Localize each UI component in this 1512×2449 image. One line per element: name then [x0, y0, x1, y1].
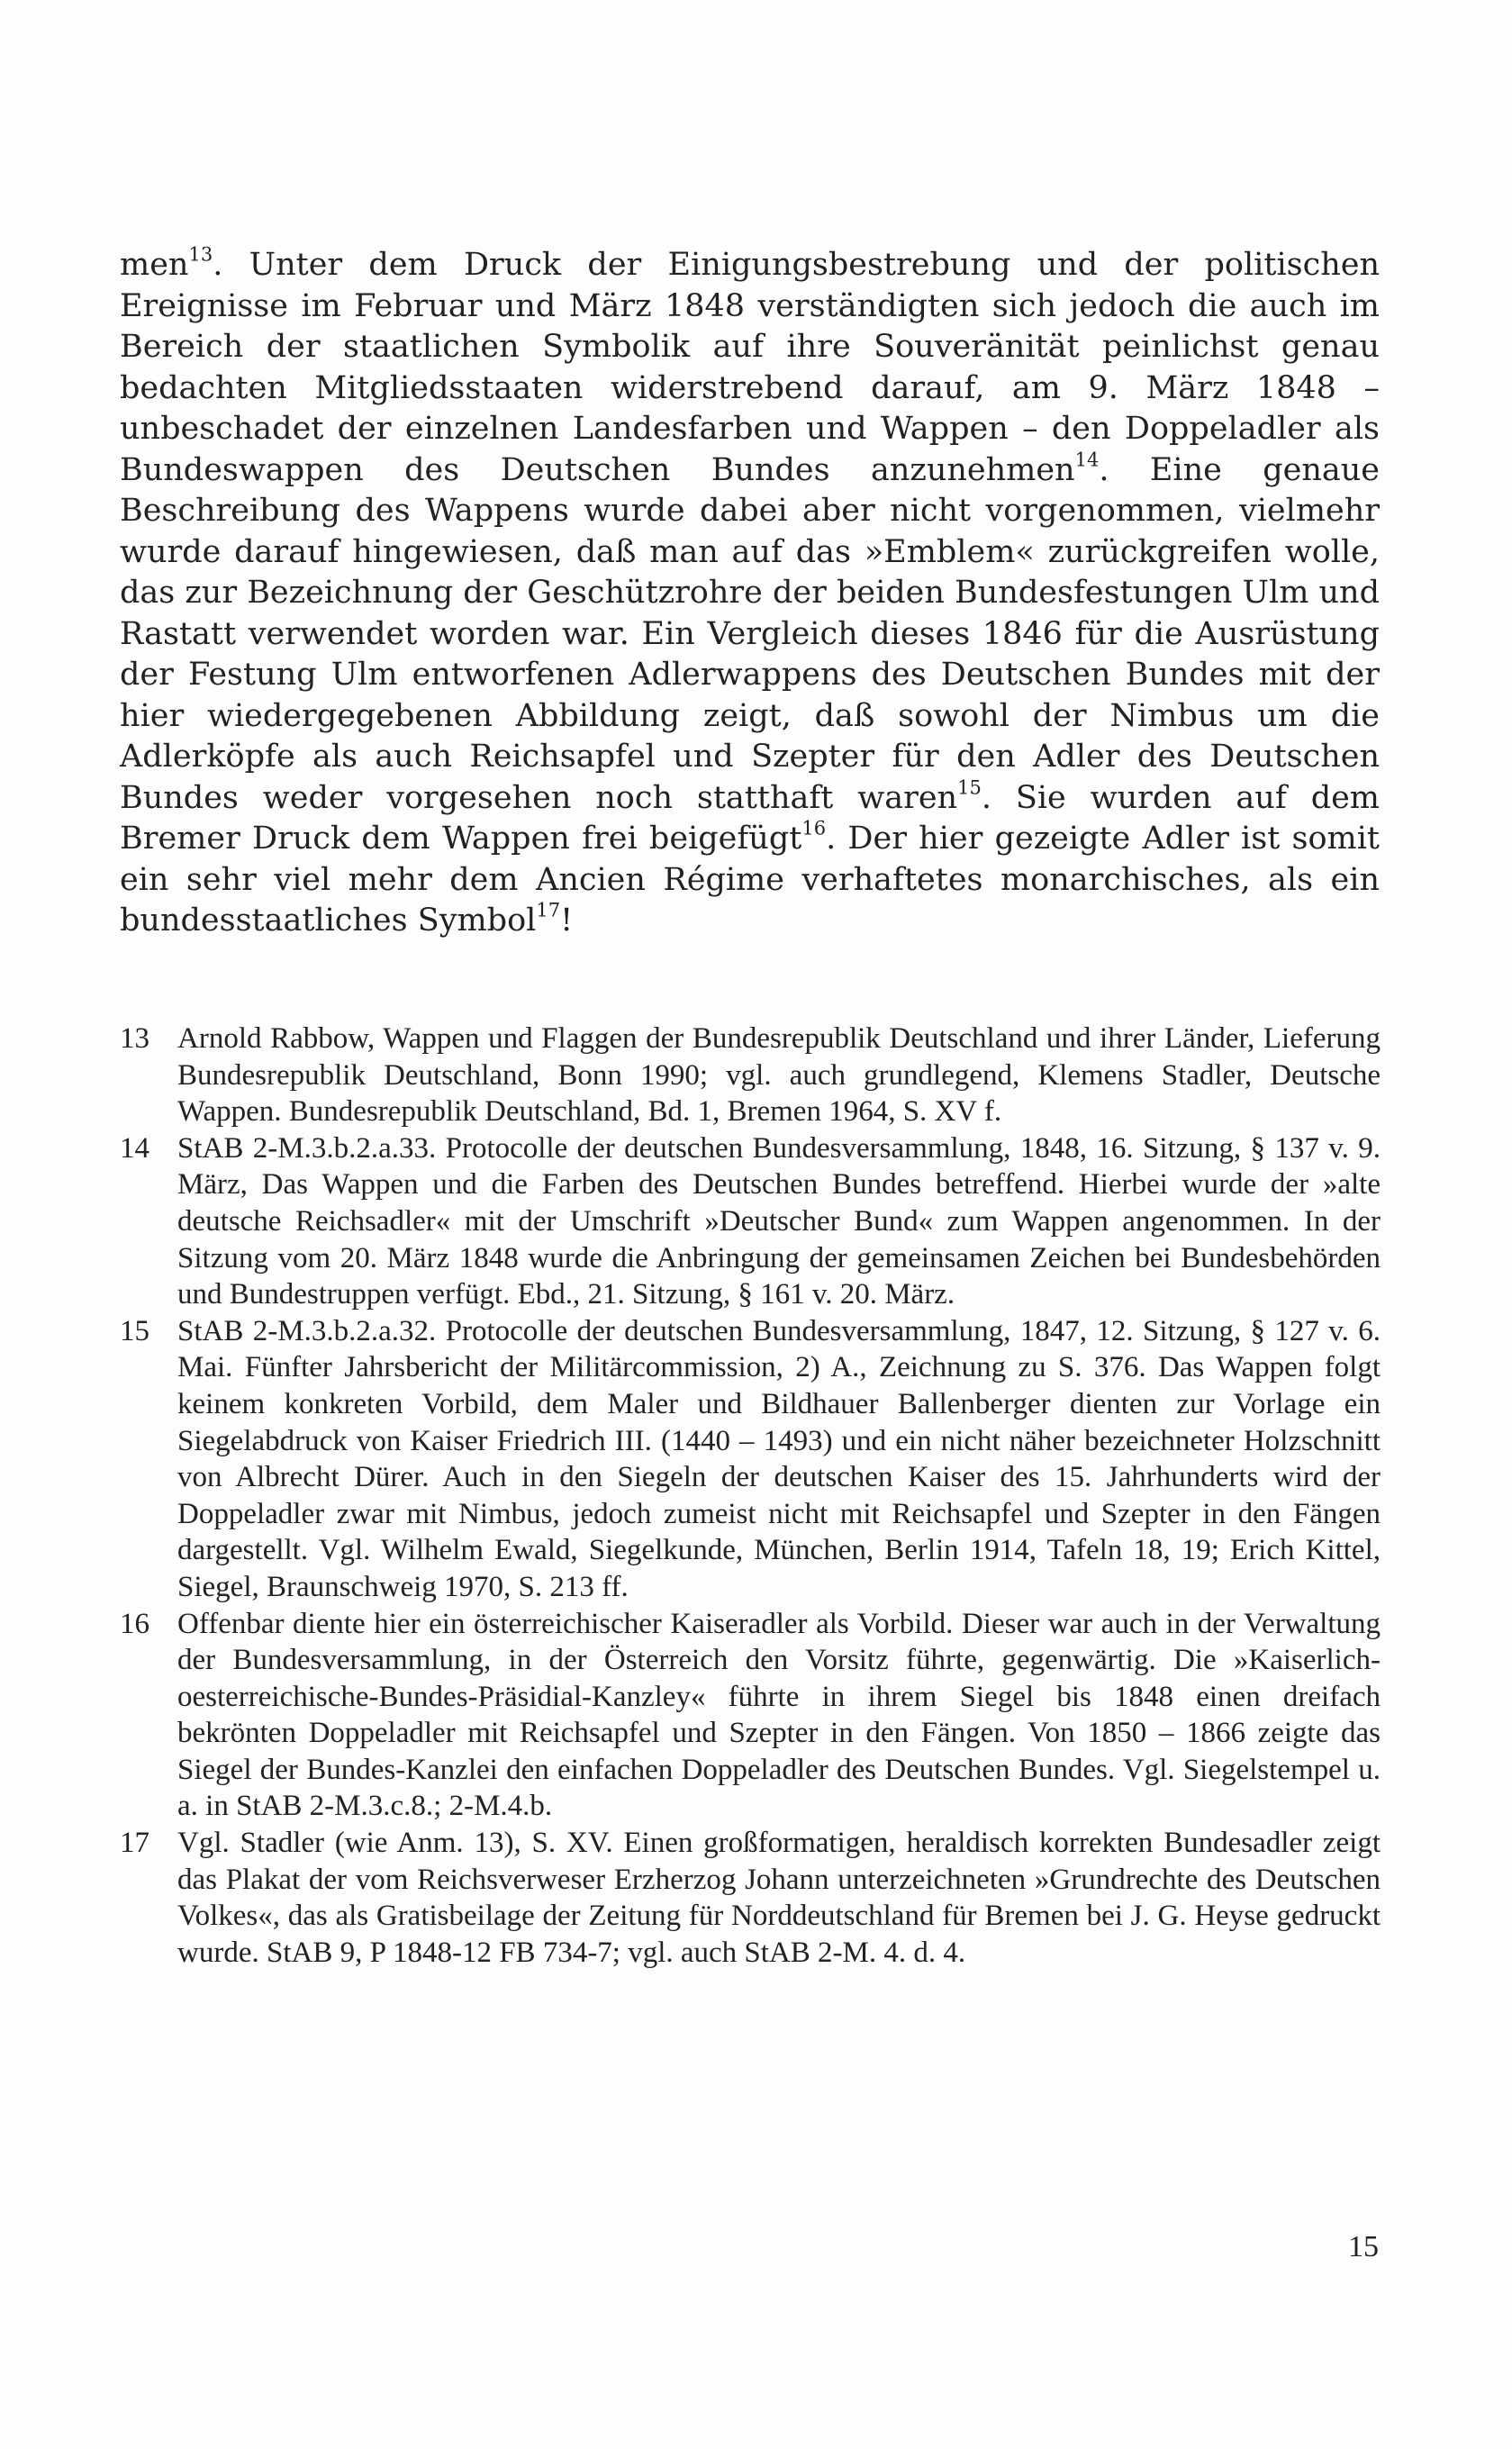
footnote-ref-17: 17	[536, 899, 561, 921]
footnote-ref-14: 14	[1074, 448, 1100, 470]
main-text-segment: !	[560, 903, 574, 939]
footnote-14	[120, 1130, 1381, 1313]
main-text-segment: . Sie wurden auf dem Bremer Druck dem Wappen frei beigefügt	[120, 779, 1380, 857]
main-paragraph	[120, 245, 1380, 942]
page-number: 15	[1348, 2230, 1379, 2263]
main-text-segment: men	[120, 247, 189, 283]
main-text-segment: . Der hier gezeigte Adler ist somit ein sehr viel mehr dem Ancien Régime verhaftetes monarchisches, als ein bundesstaatliches Symbol	[120, 821, 1380, 939]
footnote-text: Vgl. Stadler (wie Anm. 13), S. XV. Einen großformatigen, heraldisch korrekten Bundesadler zeigt das Plakat der vom Reichsverweser Erzherzog Johann unterzeichneten »Grundrechte des Deutschen Volkes«, das als Gratisbeilage der Zeitung für Norddeutschland für Bremen bei J. G. Heyse gedruckt wurde. StAB 9, P 1848-12 FB 734-7; vgl. auch StAB 2-M. 4. d. 4.	[177, 1827, 1381, 1969]
footnote-ref-16: 16	[801, 817, 827, 839]
footnotes	[120, 1020, 1381, 1971]
footnote-13	[120, 1020, 1381, 1130]
footnote-text: Arnold Rabbow, Wappen und Flaggen der Bundesrepublik Deutschland und ihrer Länder, Lieferung Bundesrepublik Deutschland, Bonn 1990; vgl. auch grundlegend, Klemens Stadler, Deutsche Wappen. Bundesrepublik Deutschland, Bd. 1, Bremen 1964, S. XV f.	[177, 1022, 1381, 1129]
footnote-number: 13	[120, 1022, 149, 1055]
footnote-text: StAB 2-M.3.b.2.a.32. Protocolle der deutschen Bundesversammlung, 1847, 12. Sitzung, § 127 v. 6. Mai. Fünfter Jahrsbericht der Militärcommission, 2) A., Zeichnung zu S. 376. Das Wappen folgt keinem konkreten Vorbild, dem Maler und Bildhauer Ballenberger dienten zur Vorlage ein Siegelabdruck von Kaiser Friedrich III. (1440 – 1493) und ein nicht näher bezeichneter Holzschnitt von Albrecht Dürer. Auch in den Siegeln der deutschen Kaiser des 15. Jahrhunderts wird der Doppeladler zwar mit Nimbus, jedoch zumeist nicht mit Reichsapfel und Szepter in den Fängen dargestellt. Vgl. Wilhelm Ewald, Siegelkunde, München, Berlin 1914, Tafeln 18, 19; Erich Kittel, Siegel, Braunschweig 1970, S. 213 ff.	[177, 1314, 1381, 1603]
footnote-15	[120, 1313, 1381, 1606]
footnote-number: 17	[120, 1827, 149, 1860]
footnote-number: 15	[120, 1314, 149, 1347]
footnote-text: Offenbar diente hier ein österreichischer Kaiseradler als Vorbild. Dieser war auch in der Verwaltung der Bundesversammlung, in der Österreich den Vorsitz führte, gegenwärtig. Die »Kaiserlich-oesterreichische-Bundes-Präsidial-Kanzley« führte in ihrem Siegel bis 1848 einen dreifach bekrönten Doppeladler mit Reichsapfel und Szepter in den Fängen. Von 1850 – 1866 zeigte das Siegel der Bundes-Kanzlei den einfachen Doppeladler des Deutschen Bundes. Vgl. Siegelstempel u. a. in StAB 2-M.3.c.8.; 2-M.4.b.	[177, 1607, 1381, 1823]
main-text-segment: . Eine genaue Beschreibung des Wappens wurde dabei aber nicht vorgenommen, vielmehr wurde darauf hingewiesen, daß man auf das »Emblem« zurückgreifen wolle, das zur Bezeichnung der Geschützrohre der beiden Bundesfestungen Ulm und Rastatt verwendet worden war. Ein Vergleich dieses 1846 für die Ausrüstung der Festung Ulm entworfenen Adlerwappens des Deutschen Bundes mit der hier wiedergegebenen Abbildung zeigt, daß sowohl der Nimbus um die Adlerköpfe als auch Reichsapfel und Szepter für den Adler des Deutschen Bundes weder vorgesehen noch statthaft waren	[120, 451, 1380, 816]
footnote-ref-13: 13	[188, 243, 213, 266]
footnote-number: 16	[120, 1607, 149, 1640]
footnote-number: 14	[120, 1131, 149, 1165]
main-text-segment: . Unter dem Druck der Einigungsbestrebung und der politischen Ereignisse im Februar und März 1848 verständigten sich jedoch die auch im Bereich der staatlichen Symbolik auf ihre Souveränität peinlichst genau bedachten Mitgliedsstaaten widerstrebend darauf, am 9. März 1848 – unbeschadet der einzelnen Landesfarben und Wappen – den Doppeladler als Bundeswappen des Deutschen Bundes anzunehmen	[120, 247, 1380, 488]
footnote-16	[120, 1606, 1381, 1826]
footnote-17	[120, 1825, 1381, 1971]
footnote-ref-15: 15	[957, 776, 982, 798]
footnote-text: StAB 2-M.3.b.2.a.33. Protocolle der deutschen Bundesversammlung, 1848, 16. Sitzung, § 137 v. 9. März, Das Wappen und die Farben des Deutschen Bundes betreffend. Hierbei wurde der »alte deutsche Reichsadler« mit der Umschrift »Deutscher Bund« zum Wappen angenommen. In der Sitzung vom 20. März 1848 wurde die Anbringung der gemeinsamen Zeichen bei Bundesbehörden und Bundestruppen verfügt. Ebd., 21. Sitzung, § 161 v. 20. März.	[177, 1131, 1381, 1311]
